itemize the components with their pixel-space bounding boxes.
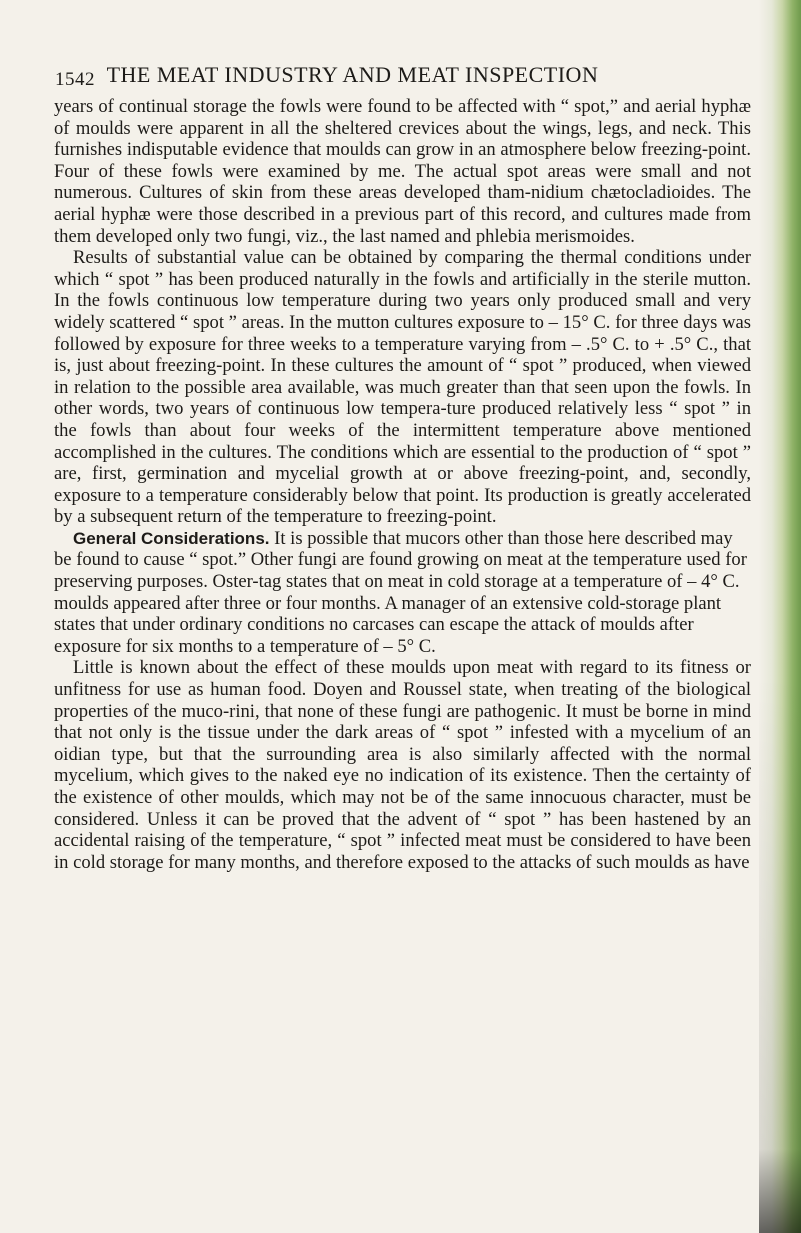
running-title: THE MEAT INDUSTRY AND MEAT INSPECTION (106, 62, 599, 87)
paragraph-continuation (54, 96, 751, 247)
page-number: 1542 (55, 69, 95, 90)
paragraph-text: Results of substantial value can be obtained by comparing the thermal conditions under which “ spot ” has been produced naturally in the fowls and artificially in the sterile mutton. In the fowls continuous low temperature during two years only produced small and very widely scattered “ spot ” areas. In the mutton cultures exposure to – 15° C. for three days was followed by exposure for three weeks to a temperature varying from – .5° C. to + .5° C., that is, just about freezing-point. In these cultures the amount of “ spot ” produced, when viewed in relation to the possible area available, was much greater than that seen upon the fowls. In other words, two years of continuous low tempera-ture produced relatively less “ spot ” in the fowls than about four weeks of the intermittent temperature above mentioned accomplished in the cultures. The conditions which are essential to the production of “ spot ” are, first, germination and mycelial growth at or above freezing-point, and, secondly, exposure to a temperature considerably below that point. Its production is greatly accelerated by a subsequent return of the temperature to freezing-point. (54, 247, 751, 528)
section-heading: General Considerations. (73, 528, 270, 548)
paragraph-text: It is possible that mucors other than those here described may be found to cause “ spot.” Other fungi are found growing on meat at the temperature used for preserving purposes. Oster-tag states that on meat in cold storage at a temperature of – 4° C. moulds appeared after three or four months. A manager of an extensive cold-storage plant states that under ordinary conditions no carcases can escape the attack of moulds after exposure for six months to a temperature of – 5° C. (54, 527, 747, 657)
paragraph-text: Little is known about the effect of these moulds upon meat with regard to its fitness or unfitness for use as human food. Doyen and Roussel state, when treating of the biological properties of the muco-rini, that none of these fungi are pathogenic. It must be borne in mind that not only is the tissue under the dark areas of “ spot ” infested with a mycelium of an oidian type, but that the surrounding area is also similarly affected with the normal mycelium, which gives to the naked eye no indication of its existence. Then the certainty of the existence of other moulds, which may not be of the same innocuous character, must be considered. Unless it can be proved that the advent of “ spot ” has been hastened by an accidental raising of the temperature, “ spot ” infected meat must be considered to have been in cold storage for many months, and therefore exposed to the attacks of such moulds as have (54, 657, 751, 873)
running-header (55, 62, 745, 91)
paragraph-general-considerations (54, 528, 751, 658)
paragraph-thermal-conditions (54, 247, 751, 528)
paragraph-fitness-for-food (54, 657, 751, 873)
body-text (54, 96, 751, 873)
page-edge-shadow (759, 673, 801, 1233)
paragraph-text: years of continual storage the fowls were found to be affected with “ spot,” and aerial hyphæ of moulds were apparent in all the sheltered crevices about the wings, legs, and neck. This furnishes indisputable evidence that moulds can grow in an atmosphere below freezing-point. Four of these fowls were examined by me. The actual spot areas were small and not numerous. Cultures of skin from these areas developed tham-nidium chætocladioides. The aerial hyphæ were those described in a previous part of this record, and cultures made from them developed only two fungi, viz., the last named and phlebia merismoides. (54, 96, 751, 247)
